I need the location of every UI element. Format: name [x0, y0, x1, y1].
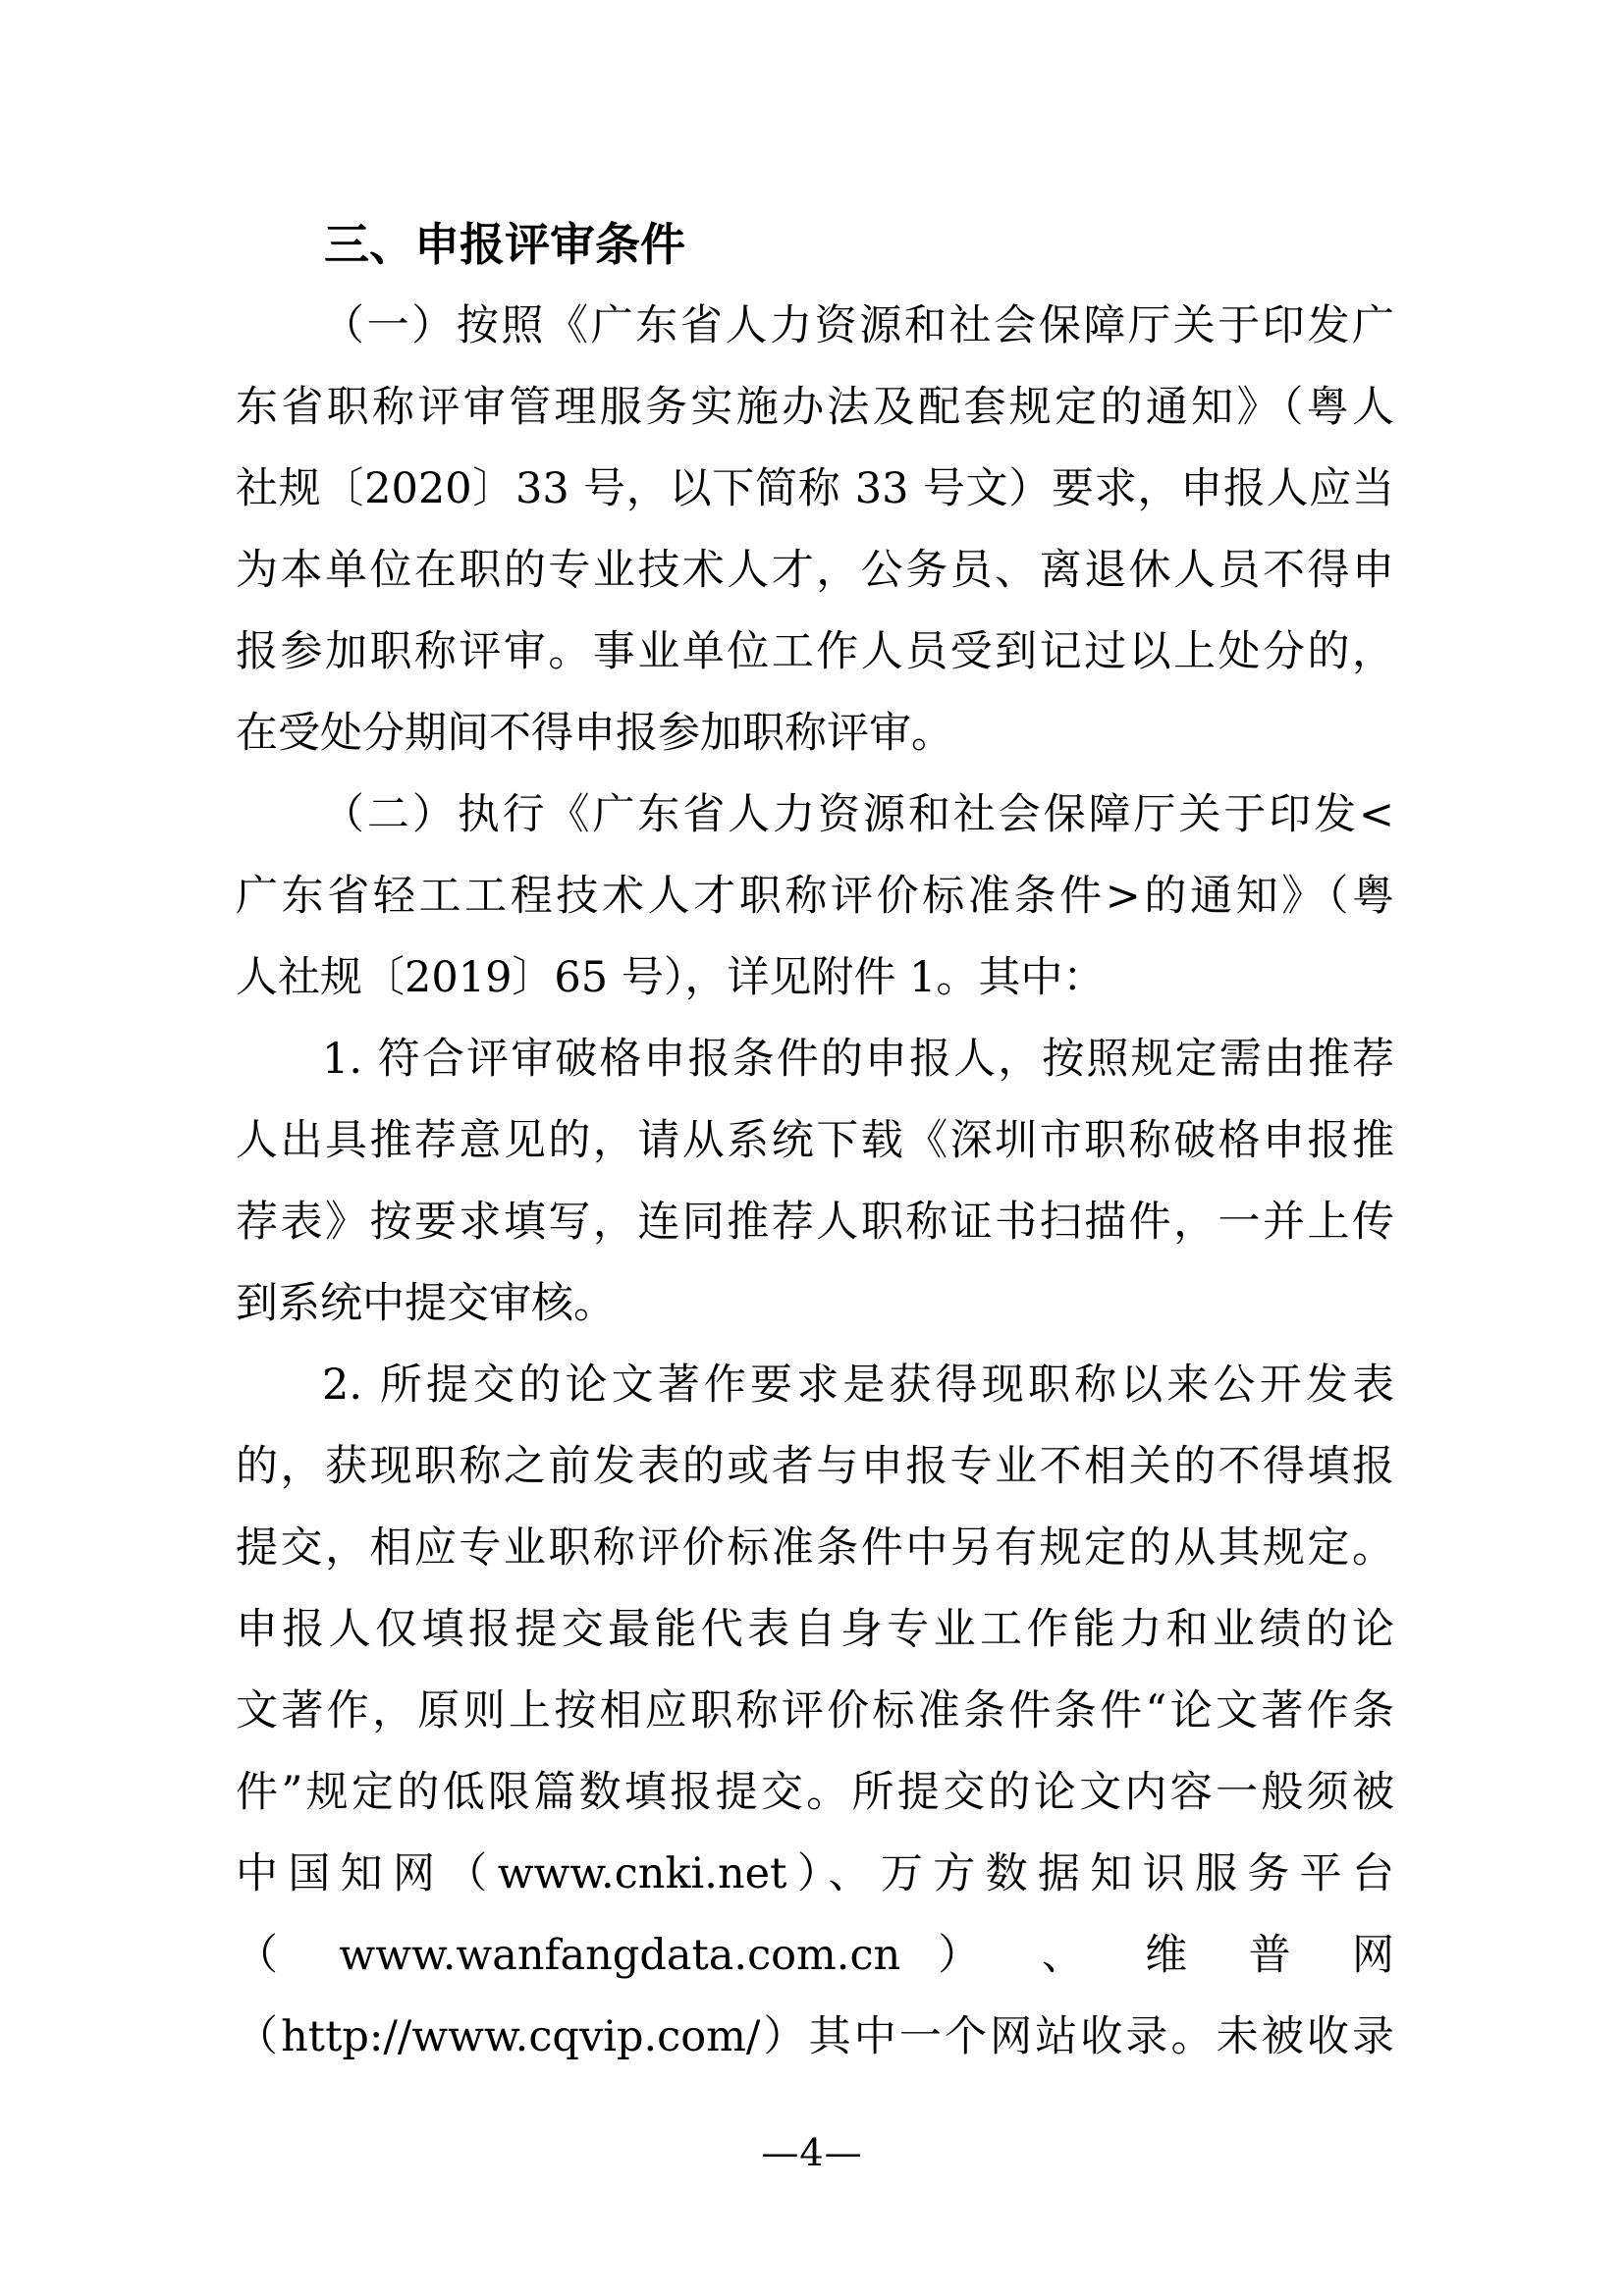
body-line: 申报人仅填报提交最能代表自身专业工作能力和业绩的论	[236, 1605, 1394, 1654]
document-body	[236, 204, 1394, 2078]
body-line: 提交，相应专业职称评价标准条件中另有规定的从其规定。	[236, 1523, 1394, 1573]
body-line: 人出具推荐意见的，请从系统下载《深圳市职称破格申报推	[236, 1116, 1394, 1165]
body-line: （二）执行《广东省人力资源和社会保障厅关于印发<	[322, 790, 1394, 839]
body-line: 东省职称评审管理服务实施办法及配套规定的通知》（粤人	[236, 383, 1394, 432]
body-line: （ www.wanfangdata.com.cn ） 、 维 普 网	[236, 1931, 1394, 1980]
body-line: 的，获现职称之前发表的或者与申报专业不相关的不得填报	[236, 1442, 1394, 1491]
body-line: 到系统中提交审核。	[236, 1279, 616, 1328]
body-line: 中国知网（www.cnki.net）、万方数据知识服务平台	[236, 1849, 1394, 1898]
body-line: 报参加职称评审。事业单位工作人员受到记过以上处分的，	[236, 627, 1394, 676]
body-line: 社规〔2020〕33 号，以下简称 33 号文）要求，申报人应当	[236, 464, 1394, 513]
page-number: —4—	[761, 2131, 863, 2174]
body-line: 人社规〔2019〕65 号），详见附件 1。其中：	[236, 953, 1106, 1002]
body-line: 件”规定的低限篇数填报提交。所提交的论文内容一般须被	[236, 1768, 1394, 1817]
body-line: （一）按照《广东省人力资源和社会保障厅关于印发广	[322, 301, 1394, 350]
body-line: 1. 符合评审破格申报条件的申报人，按照规定需由推荐	[322, 1035, 1394, 1084]
section-heading: 三、申报评审条件	[324, 218, 685, 271]
body-line: （http://www.cqvip.com/）其中一个网站收录。未被收录	[236, 2012, 1394, 2061]
body-line: 荐表》按要求填写，连同推荐人职称证书扫描件，一并上传	[236, 1198, 1394, 1247]
body-line: 文著作，原则上按相应职称评价标准条件条件“论文著作条	[236, 1686, 1394, 1735]
body-line: 为本单位在职的专业技术人才，公务员、离退休人员不得申	[236, 546, 1394, 595]
body-line: 2. 所提交的论文著作要求是获得现职称以来公开发表	[322, 1361, 1394, 1410]
body-line: 广东省轻工工程技术人才职称评价标准条件>的通知》（粤	[236, 872, 1394, 921]
body-line: 在受处分期间不得申报参加职称评审。	[236, 709, 953, 758]
